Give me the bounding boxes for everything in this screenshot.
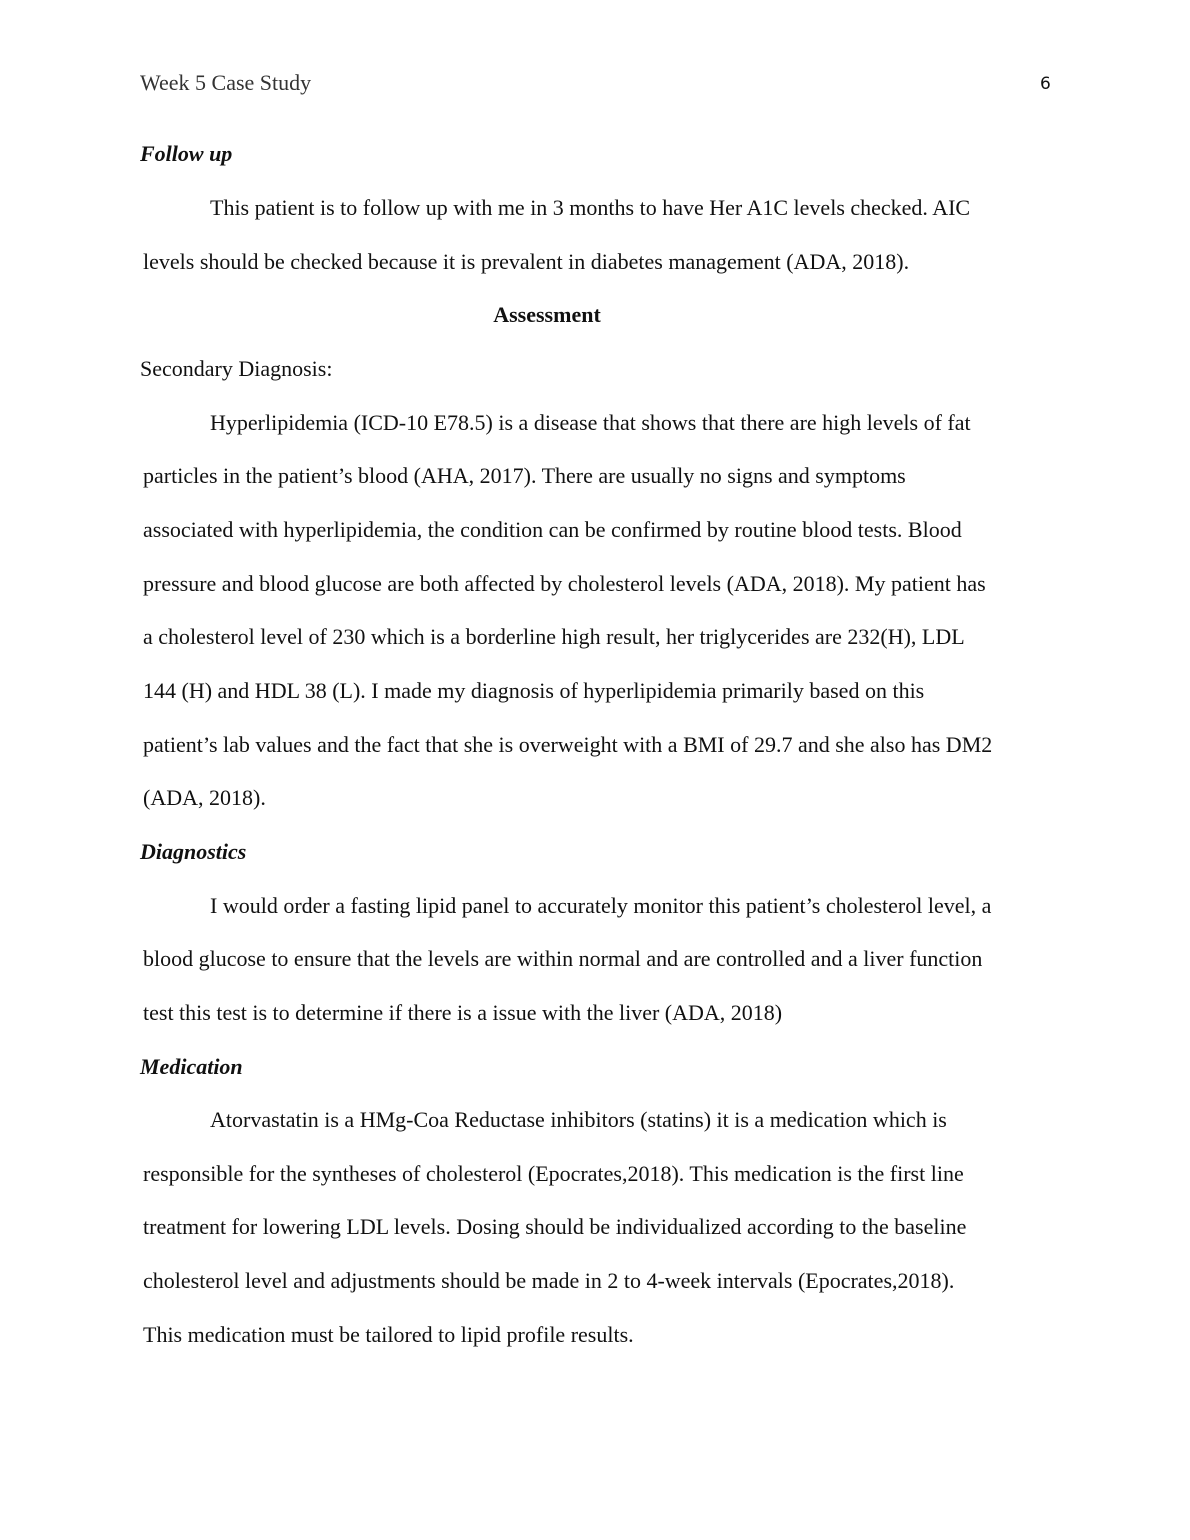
assessment-line: a cholesterol level of 230 which is a borderline high result, her triglycerides are 232(H), LDL: [143, 624, 965, 649]
follow-up-line: This patient is to follow up with me in 3 months to have Her A1C levels checked. AIC: [210, 195, 971, 220]
medication-line: cholesterol level and adjustments should be made in 2 to 4-week intervals (Epocrates,2018).: [143, 1268, 955, 1293]
diagnostics-line: test this test is to determine if there is a issue with the liver (ADA, 2018): [143, 1000, 783, 1025]
assessment-line: Hyperlipidemia (ICD-10 E78.5) is a disease that shows that there are high levels of fat: [210, 410, 971, 435]
diagnostics-line: I would order a fasting lipid panel to accurately monitor this patient’s cholesterol level, a: [210, 893, 992, 918]
running-head: Week 5 Case Study: [140, 70, 312, 95]
diagnostics-heading: Diagnostics: [140, 839, 247, 864]
follow-up-line: levels should be checked because it is prevalent in diabetes management (ADA, 2018).: [143, 249, 910, 274]
medication-line: Atorvastatin is a HMg-Coa Reductase inhibitors (statins) it is a medication which is: [210, 1107, 947, 1132]
medication-heading: Medication: [140, 1054, 243, 1079]
page-number: 6: [1040, 74, 1051, 94]
medication-line: treatment for lowering LDL levels. Dosing should be individualized according to the baseline: [143, 1214, 967, 1239]
assessment-line: patient’s lab values and the fact that she is overweight with a BMI of 29.7 and she also has DM2: [143, 732, 993, 757]
assessment-line: particles in the patient’s blood (AHA, 2017). There are usually no signs and symptoms: [143, 463, 906, 488]
medication-line: This medication must be tailored to lipid profile results.: [143, 1322, 634, 1347]
assessment-heading: Assessment: [493, 302, 601, 327]
assessment-line: (ADA, 2018).: [143, 785, 266, 810]
secondary-diagnosis-label: Secondary Diagnosis:: [140, 356, 333, 381]
diagnostics-line: blood glucose to ensure that the levels are within normal and are controlled and a liver function: [143, 946, 983, 971]
assessment-line: 144 (H) and HDL 38 (L). I made my diagnosis of hyperlipidemia primarily based on this: [143, 678, 925, 703]
medication-line: responsible for the syntheses of cholesterol (Epocrates,2018). This medication is the first line: [143, 1161, 964, 1186]
assessment-line: associated with hyperlipidemia, the condition can be confirmed by routine blood tests. Blood: [143, 517, 962, 542]
follow-up-heading: Follow up: [140, 141, 233, 166]
assessment-line: pressure and blood glucose are both affected by cholesterol levels (ADA, 2018). My patient has: [143, 571, 986, 596]
